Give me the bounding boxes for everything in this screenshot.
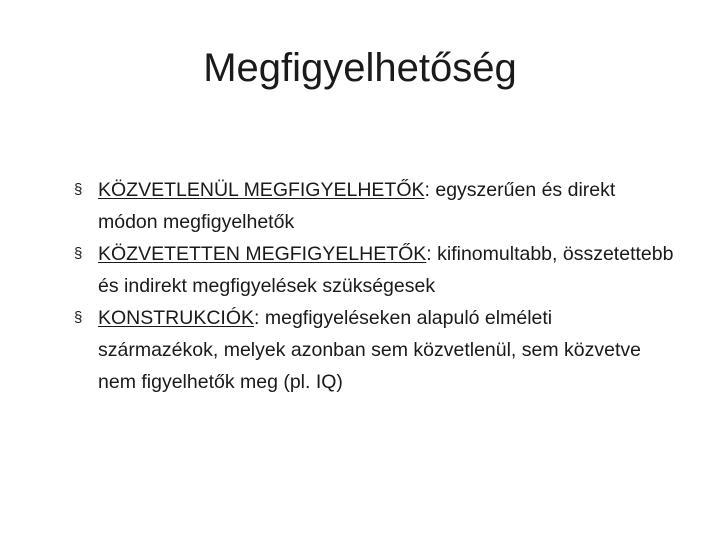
bullet-text: : kifinomultabb, összetettebb és indirekt megfigyelések szükségesek xyxy=(98,243,674,297)
bullet-term: KÖZVETLENÜL MEGFIGYELHETŐK xyxy=(98,179,425,201)
bullet-item-direct xyxy=(74,174,674,238)
bullet-term: KONSTRUKCIÓK xyxy=(98,307,255,329)
bullet-term: KÖZVETETTEN MEGFIGYELHETŐK xyxy=(98,243,427,265)
bullet-item-indirect xyxy=(74,238,674,302)
bullet-text: : megfigyeléseken alapuló elméleti származékok, melyek azonban sem közvetlenül, sem közvetve nem figyelhetők meg (pl. IQ) xyxy=(98,307,641,393)
bullet-text: : egyszerűen és direkt módon megfigyelhetők xyxy=(98,179,616,233)
bullet-marker-icon: § xyxy=(74,181,83,198)
bullet-marker-icon: § xyxy=(74,309,83,326)
slide-title: Megfigyelhetőség xyxy=(203,46,517,90)
bullet-item-constructs xyxy=(74,302,674,398)
bullet-list xyxy=(74,174,674,398)
bullet-marker-icon: § xyxy=(74,245,83,262)
